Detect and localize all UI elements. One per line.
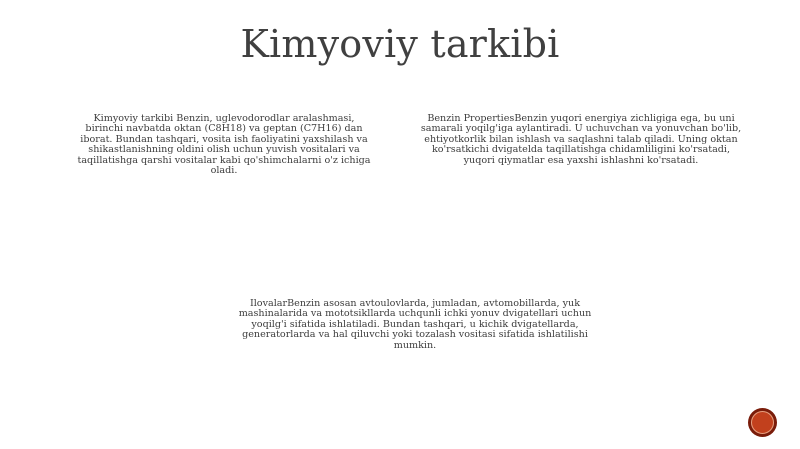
text-block-properties: Benzin PropertiesBenzin yuqori energiya zichligiga ega, bu uni samarali yoqilg'iga aylantiradi. U uchuvchan va yonuvchan bo'lib, ehtiyotkorlik bilan ishlash va saqlashni talab qiladi. Uning oktan ko'rsatkichi dvigatelda taqillatishga chidamliligini ko'rsatadi, yuqori qiymatlar esa yaxshi ishlashni ko'rsatadi. (420, 113, 742, 166)
slide-title: Kimyoviy tarkibi (240, 22, 560, 66)
circle-button-icon[interactable] (748, 408, 777, 437)
text-block-applications: IlovalarBenzin asosan avtoulovlarda, jumladan, avtomobillarda, yuk mashinalarida va mototsikllarda uchqunli ichki yonuv dvigatellari uchun yoqilg'i sifatida ishlatiladi. Bundan tashqari, u kichik dvigatellarda, generatorlarda va hal qiluvchi yoki tozalash vositasi sifatida ishlatilishi mumkin. (238, 298, 592, 351)
text-block-chemical-composition: Kimyoviy tarkibi Benzin, uglevodorodlar aralashmasi, birinchi navbatda oktan (C8H18) va geptan (C7H16) dan iborat. Bundan tashqari, vosita ish faoliyatini yaxshilash va shikastlanishning oldini olish uchun yuvish vositalari va taqillatishga qarshi vositalar kabi qo'shimchalarni o'z ichiga oladi. (77, 113, 371, 177)
circle-button-inner (751, 411, 774, 434)
